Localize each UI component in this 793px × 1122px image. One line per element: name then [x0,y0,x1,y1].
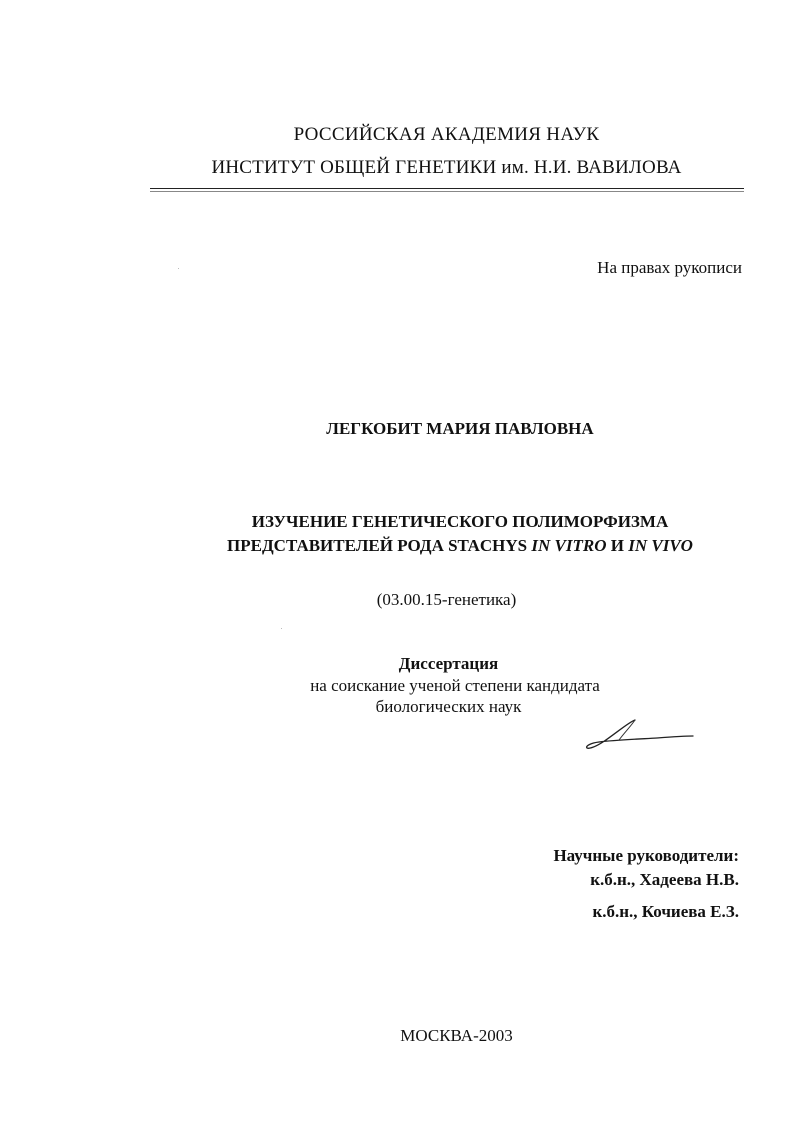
scan-speck [281,628,282,629]
scan-speck [178,268,179,269]
header-divider [150,188,744,189]
thesis-title-line-1: ИЗУЧЕНИЕ ГЕНЕТИЧЕСКОГО ПОЛИМОРФИЗМА [251,512,669,531]
title-italic-in-vivo: IN VIVO [628,536,693,555]
handwritten-signature-icon [585,712,695,754]
title-text-mid: И [606,536,629,555]
manuscript-rights-note: На правах рукописи [597,258,742,277]
supervisors-label: Научные руководители: [553,846,739,865]
dissertation-field-line: биологических наук [375,697,522,716]
city-and-year: МОСКВА-2003 [400,1026,513,1045]
author-name: ЛЕГКОБИТ МАРИЯ ПАВЛОВНА [326,419,594,438]
title-italic-in-vitro: IN VITRO [531,536,607,555]
dissertation-label: Диссертация [398,654,499,673]
supervisor-2: к.б.н., Кочиева Е.З. [592,902,739,921]
title-text-start: ПРЕДСТАВИТЕЛЕЙ РОДА STACHYS [227,536,532,555]
dissertation-degree-line: на соискание ученой степени кандидата [310,676,600,695]
academy-name: РОССИЙСКАЯ АКАДЕМИЯ НАУК [293,124,600,145]
supervisor-1: к.б.н., Хадеева Н.В. [590,870,739,889]
institute-name: ИНСТИТУТ ОБЩЕЙ ГЕНЕТИКИ им. Н.И. ВАВИЛОВА [211,157,682,178]
thesis-title-line-2 [0,536,793,556]
header-divider-secondary [150,191,744,192]
specialty-code: (03.00.15-генетика) [376,590,517,609]
